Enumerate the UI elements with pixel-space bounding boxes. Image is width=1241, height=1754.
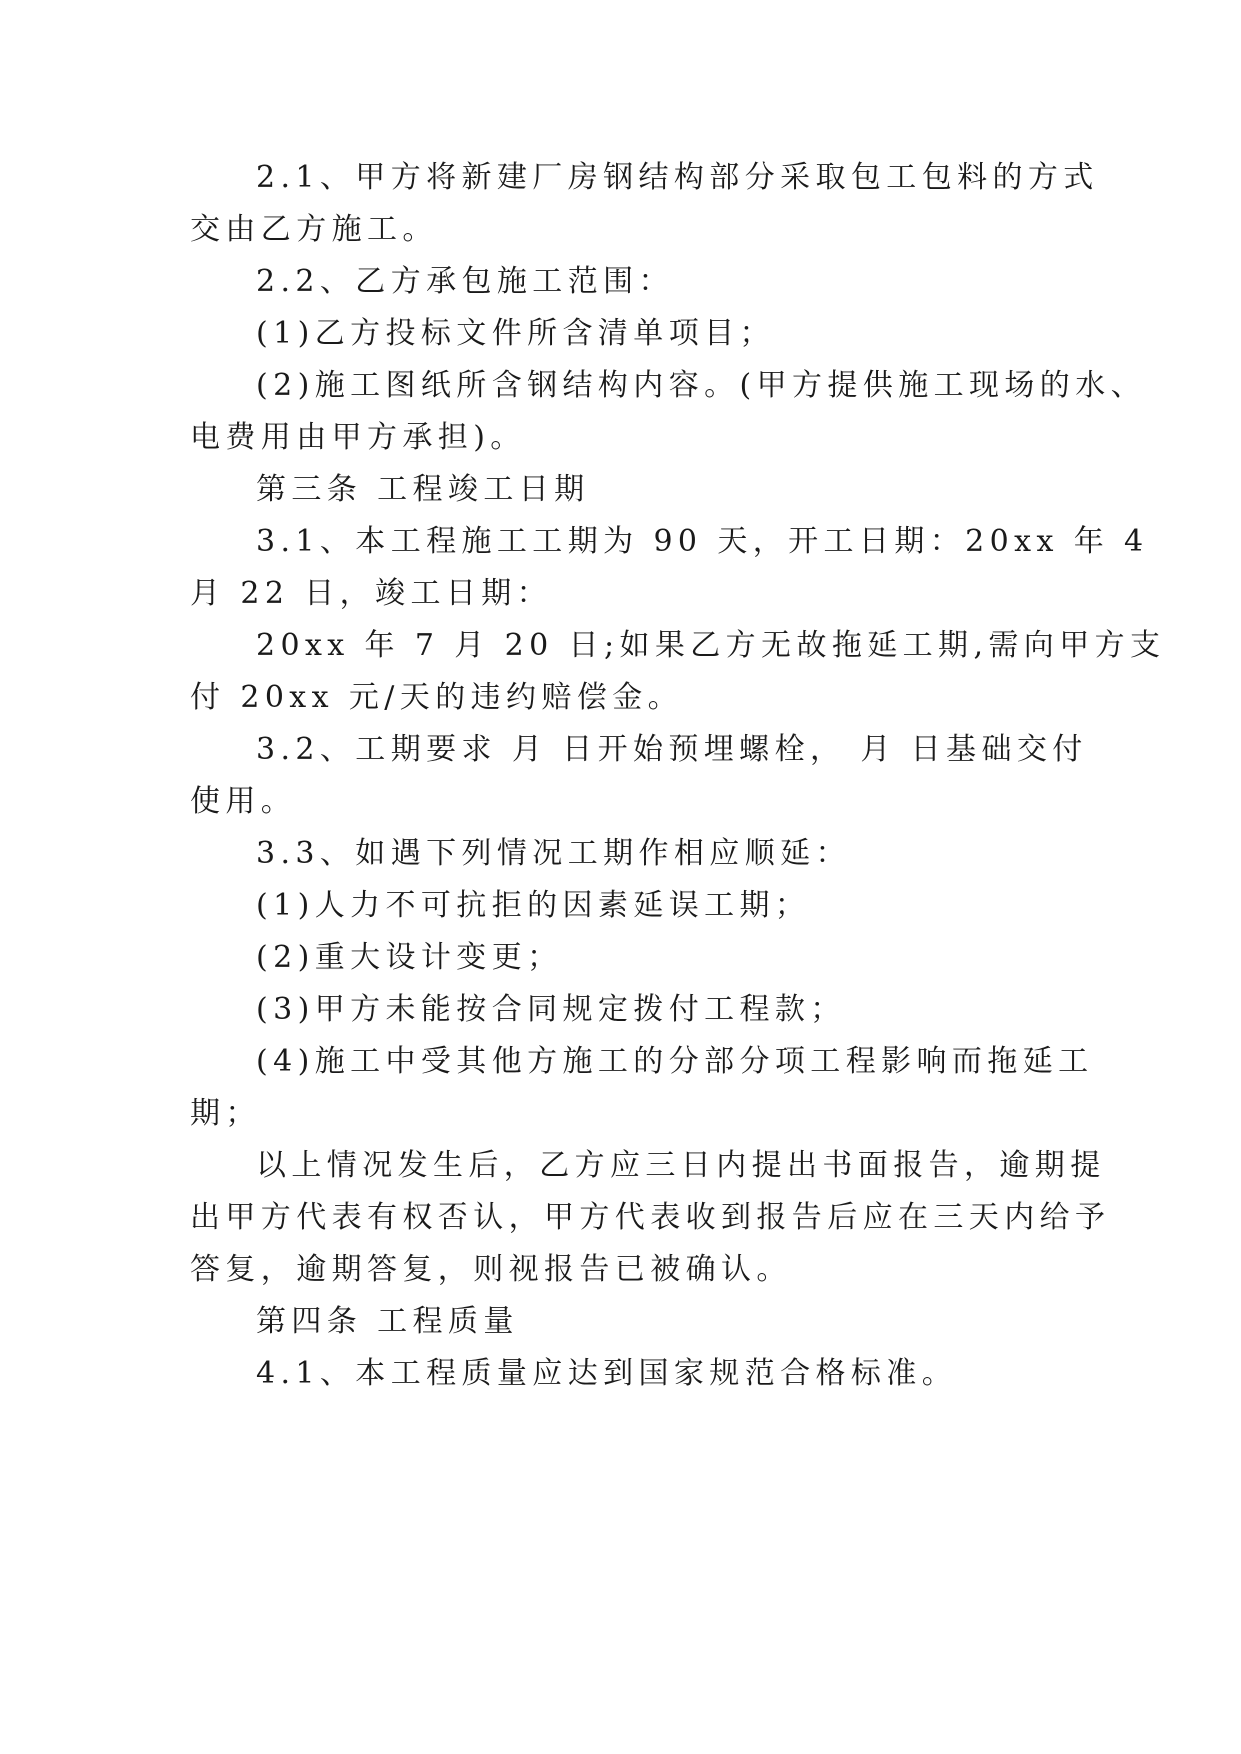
text-line: 以上情况发生后，乙方应三日内提出书面报告，逾期提 bbox=[256, 1148, 1106, 1183]
text-line: 付 20xx 元/天的违约赔偿金。 bbox=[190, 680, 683, 715]
text-line: 2.1、甲方将新建厂房钢结构部分采取包工包料的方式 bbox=[256, 160, 1099, 195]
text-line: 出甲方代表有权否认，甲方代表收到报告后应在三天内给予 bbox=[190, 1200, 1111, 1235]
text-line: 20xx 年 7 月 20 日;如果乙方无故拖延工期,需向甲方支 bbox=[256, 628, 1166, 663]
text-line: (1)人力不可抗拒的因素延误工期； bbox=[256, 888, 811, 923]
text-line: 月 22 日，竣工日期： bbox=[190, 576, 553, 611]
text-line: (4)施工中受其他方施工的分部分项工程影响而拖延工 bbox=[256, 1044, 1094, 1079]
text-line: (1)乙方投标文件所含清单项目； bbox=[256, 316, 775, 351]
text-line: (3)甲方未能按合同规定拨付工程款； bbox=[256, 992, 846, 1027]
text-line: (2)重大设计变更； bbox=[256, 940, 563, 975]
text-line: 3.2、工期要求 月 日开始预埋螺栓， 月 日基础交付 bbox=[256, 732, 1088, 767]
section-heading: 第四条 工程质量 bbox=[256, 1304, 519, 1339]
text-line: 期； bbox=[190, 1096, 261, 1131]
text-line: 3.1、本工程施工工期为 90 天，开工日期：20xx 年 4 bbox=[256, 524, 1149, 559]
text-line: 电费用由甲方承担)。 bbox=[190, 420, 526, 455]
text-line: (2)施工图纸所含钢结构内容。(甲方提供施工现场的水、 bbox=[256, 368, 1146, 403]
text-line: 3.3、如遇下列情况工期作相应顺延： bbox=[256, 836, 851, 871]
text-line: 答复，逾期答复，则视报告已被确认。 bbox=[190, 1252, 792, 1287]
text-line: 交由乙方施工。 bbox=[190, 212, 438, 247]
text-line: 2.2、乙方承包施工范围： bbox=[256, 264, 674, 299]
section-heading: 第三条 工程竣工日期 bbox=[256, 472, 590, 507]
text-line: 使用。 bbox=[190, 784, 297, 819]
text-line: 4.1、本工程质量应达到国家规范合格标准。 bbox=[256, 1356, 958, 1391]
